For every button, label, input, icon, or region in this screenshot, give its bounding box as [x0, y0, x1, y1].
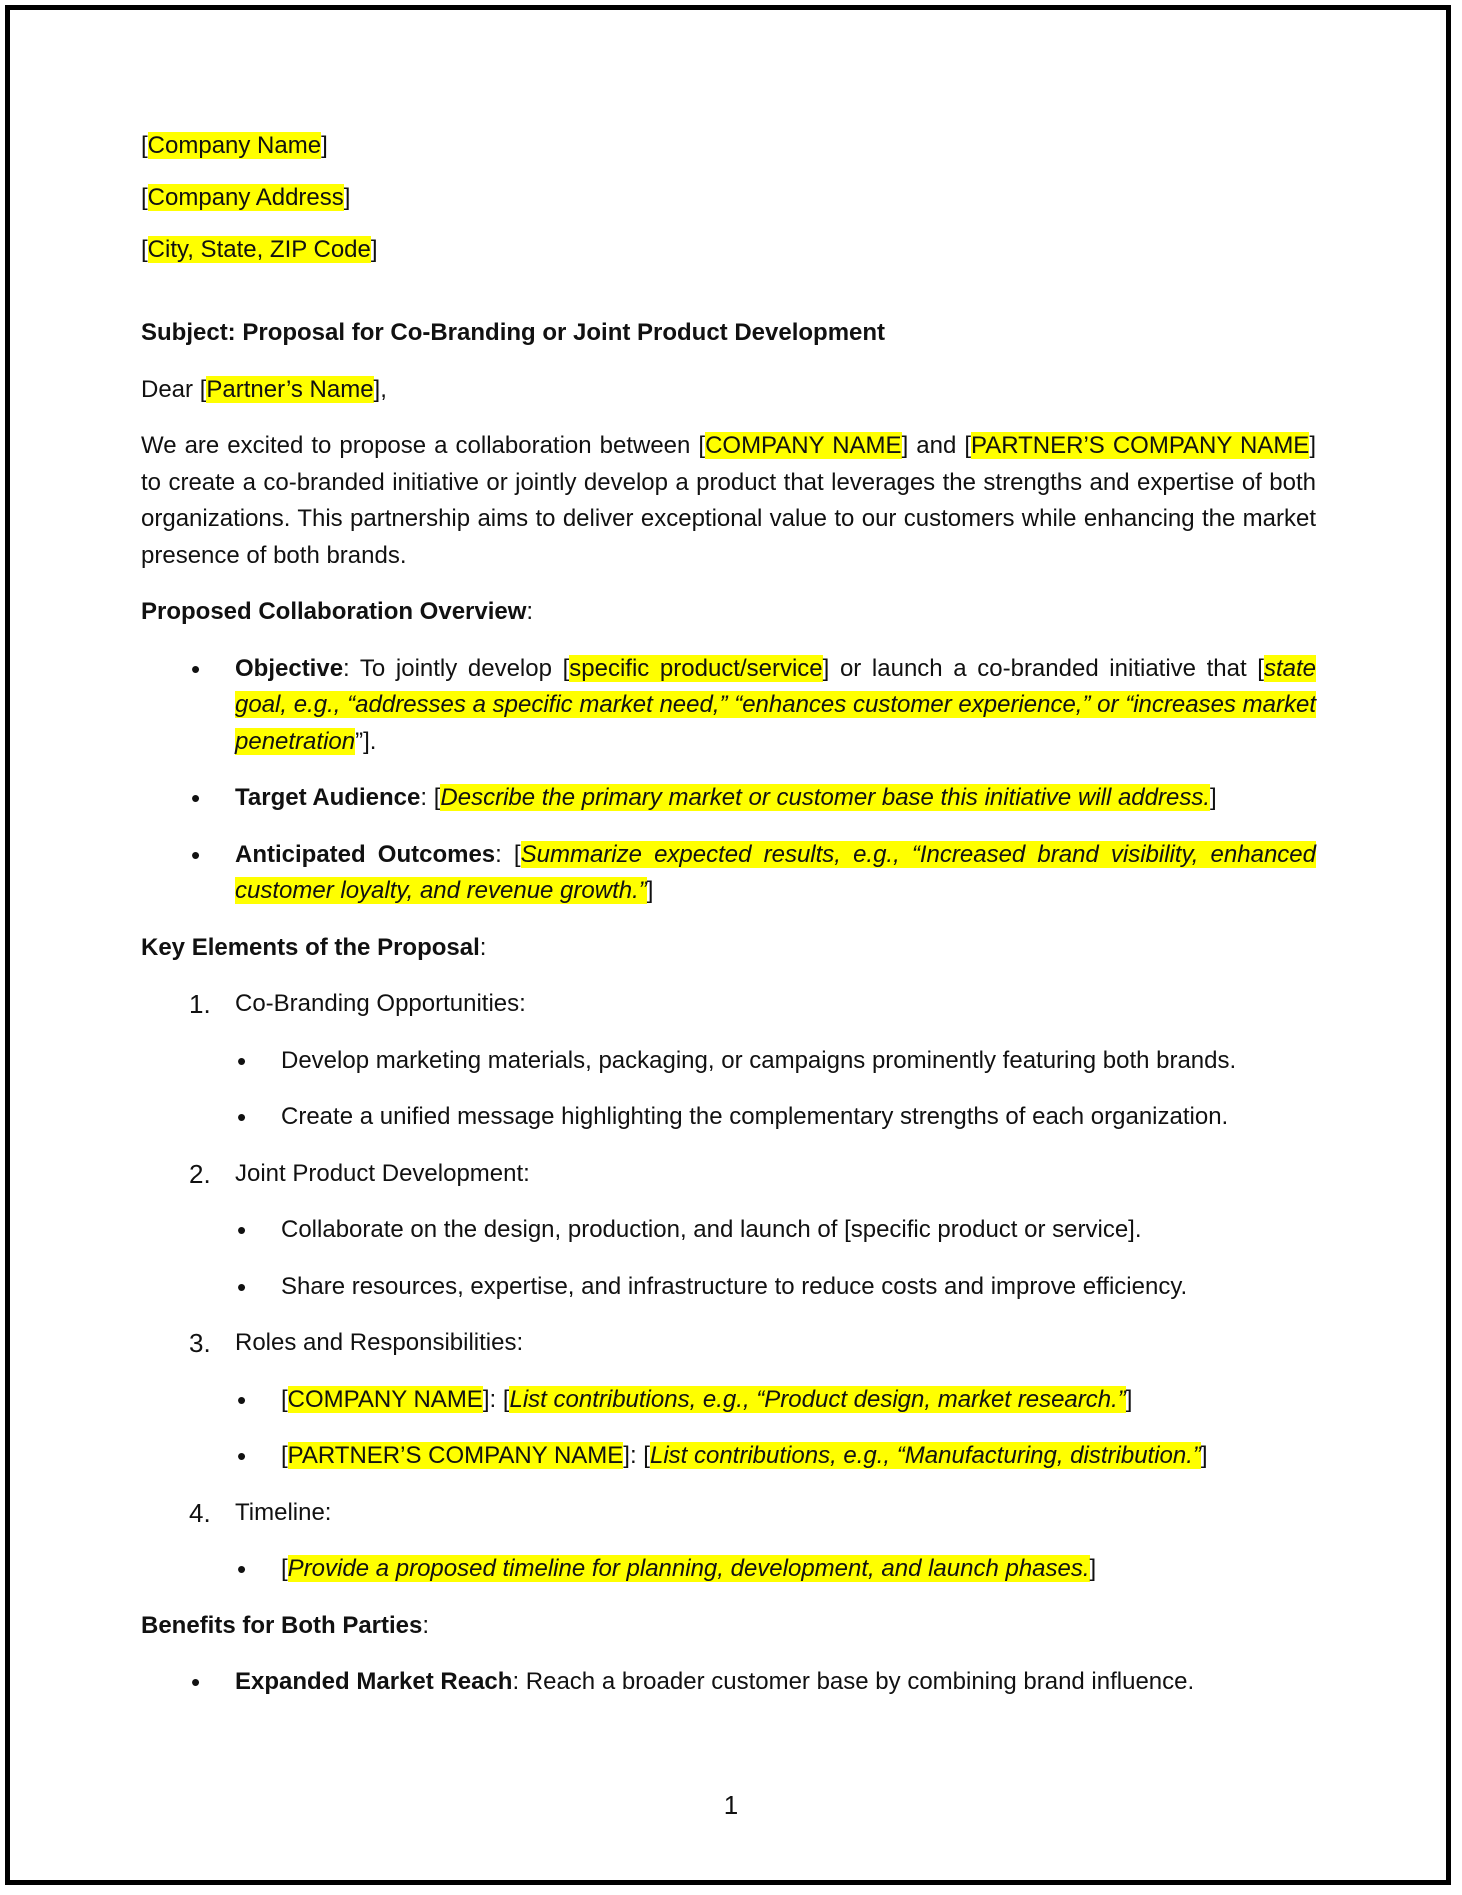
partner-name-placeholder: Partner’s Name	[206, 375, 374, 403]
sub-list	[235, 1551, 1316, 1588]
sub-list-item: • Develop marketing materials, packaging, or campaigns prominently featuring both brands.	[141, 1043, 1316, 1080]
company-name-line: [Company Name]	[141, 132, 328, 159]
item-number: 1.	[189, 989, 211, 1019]
sub-list-item: • [Provide a proposed timeline for planning, development, and launch phases.]	[141, 1551, 1316, 1588]
benefits-heading: Benefits for Both Parties:	[141, 1611, 430, 1639]
item-title: Timeline:	[235, 1498, 332, 1526]
item-number: 2.	[189, 1158, 211, 1189]
list-item: • Target Audience: [Describe the primary market or customer base this initiative will address.]	[141, 780, 1316, 817]
item-number: 3.	[189, 1328, 211, 1358]
intro-partner-placeholder: PARTNER’S COMPANY NAME	[971, 432, 1310, 459]
company-name-placeholder: Company Name	[147, 132, 322, 159]
sub-list-item: • Collaborate on the design, production, and launch of [specific product or service].	[141, 1212, 1316, 1249]
list-item	[141, 1495, 1316, 1588]
item-number: 4.	[189, 1497, 211, 1528]
list-item: • Objective: To jointly develop [specific product/service] or launch a co-branded initiative that [state goal, e.g., “addresses a specific market need,” “enhances customer experience,” or “increases market penetration”].	[141, 651, 1316, 761]
partner-role-placeholder: PARTNER’S COMPANY NAME	[287, 1442, 624, 1469]
sub-list-item: • [COMPANY NAME]: [List contributions, e.g., “Product design, market research.”]	[141, 1382, 1316, 1419]
objective-goal-placeholder: state goal, e.g., “addresses a specific market need,” “enhances customer experience,” or “increases market penetration	[235, 654, 1316, 755]
letter-body	[141, 128, 1316, 1721]
objective-text-2: or launch a co-branded initiative that	[829, 654, 1258, 682]
intro-company-placeholder: COMPANY NAME	[705, 432, 902, 459]
item-title: Roles and Responsibilities:	[235, 1329, 524, 1356]
outcomes-label: Anticipated Outcomes	[235, 840, 496, 868]
sub-list-item: • [PARTNER’S COMPANY NAME]: [List contributions, e.g., “Manufacturing, distribution.”]	[141, 1438, 1316, 1475]
sub-list-item: • Create a unified message highlighting the complementary strengths of each organization.	[141, 1099, 1316, 1136]
objective-product-placeholder: specific product/service	[569, 654, 823, 682]
page-number: 1	[723, 1790, 739, 1820]
intro-text-1: We are excited to propose a collaboration between	[141, 432, 699, 459]
key-elements-heading-text: Key Elements of the Proposal	[141, 933, 480, 961]
sub-list	[235, 1043, 1316, 1136]
company-role-placeholder: COMPANY NAME	[287, 1385, 483, 1413]
city-state-zip-placeholder: City, State, ZIP Code	[147, 236, 371, 263]
audience-label: Target Audience	[235, 784, 421, 811]
sub-list	[235, 1212, 1316, 1305]
salutation-prefix: Dear	[141, 375, 200, 403]
benefits-heading-text: Benefits for Both Parties	[141, 1611, 423, 1639]
overview-heading: Proposed Collaboration Overview:	[141, 598, 534, 625]
objective-label: Objective	[235, 654, 344, 682]
intro-text-3: to create a co-branded initiative or jointly develop a product that leverages the strengths and expertise of both organizations. This partnership aims to deliver exceptional value to our customers while enhancing the market presence of both brands.	[141, 468, 1316, 569]
list-item	[141, 986, 1316, 1136]
list-item: • Anticipated Outcomes: [Summarize expected results, e.g., “Increased brand visibility, enhanced customer loyalty, and revenue growth.”]	[141, 837, 1316, 910]
overview-list	[141, 651, 1316, 910]
benefits-list	[141, 1664, 1316, 1701]
overview-heading-text: Proposed Collaboration Overview	[141, 598, 527, 625]
city-state-zip-line: [City, State, ZIP Code]	[141, 236, 378, 263]
audience-placeholder: Describe the primary market or customer base this initiative will address.	[440, 784, 1210, 811]
list-item	[141, 1156, 1316, 1306]
key-elements-list	[141, 986, 1316, 1588]
benefit-label: Expanded Market Reach	[235, 1668, 513, 1695]
partner-contrib-placeholder: List contributions, e.g., “Manufacturing, distribution.”	[649, 1442, 1201, 1469]
objective-text-3: ”].	[355, 727, 377, 755]
item-title: Co-Branding Opportunities:	[235, 990, 526, 1017]
list-item	[141, 1664, 1316, 1701]
list-item	[141, 1325, 1316, 1475]
salutation: Dear [Partner’s Name],	[141, 375, 387, 403]
benefit-text: : Reach a broader customer base by combining brand influence.	[512, 1668, 1195, 1695]
subject-line: Subject: Proposal for Co-Branding or Joint Product Development	[141, 319, 886, 346]
key-elements-heading: Key Elements of the Proposal:	[141, 933, 487, 961]
intro-text-2: and	[908, 432, 965, 459]
objective-text-1: : To jointly develop	[343, 654, 563, 682]
sub-list-item: • Share resources, expertise, and infrastructure to reduce costs and improve efficiency.	[141, 1269, 1316, 1306]
company-contrib-placeholder: List contributions, e.g., “Product design, market research.”	[509, 1385, 1126, 1413]
outcomes-placeholder: Summarize expected results, e.g., “Increased brand visibility, enhanced customer loyalty, and revenue growth.”	[235, 840, 1316, 904]
company-address-placeholder: Company Address	[147, 184, 344, 211]
address-block	[141, 128, 1316, 268]
company-address-line: [Company Address]	[141, 184, 351, 211]
sub-list	[235, 1382, 1316, 1475]
timeline-placeholder: Provide a proposed timeline for planning, development, and launch phases.	[287, 1555, 1090, 1582]
intro-paragraph: We are excited to propose a collaboration between [COMPANY NAME] and [PARTNER’S COMPANY NAME] to create a co-branded initiative or jointly develop a product that leverages the strengths and expertise of both organizations. This partnership aims to deliver exceptional value to our customers while enhancing the market presence of both brands.	[141, 432, 1316, 569]
item-title: Joint Product Development:	[235, 1159, 530, 1187]
